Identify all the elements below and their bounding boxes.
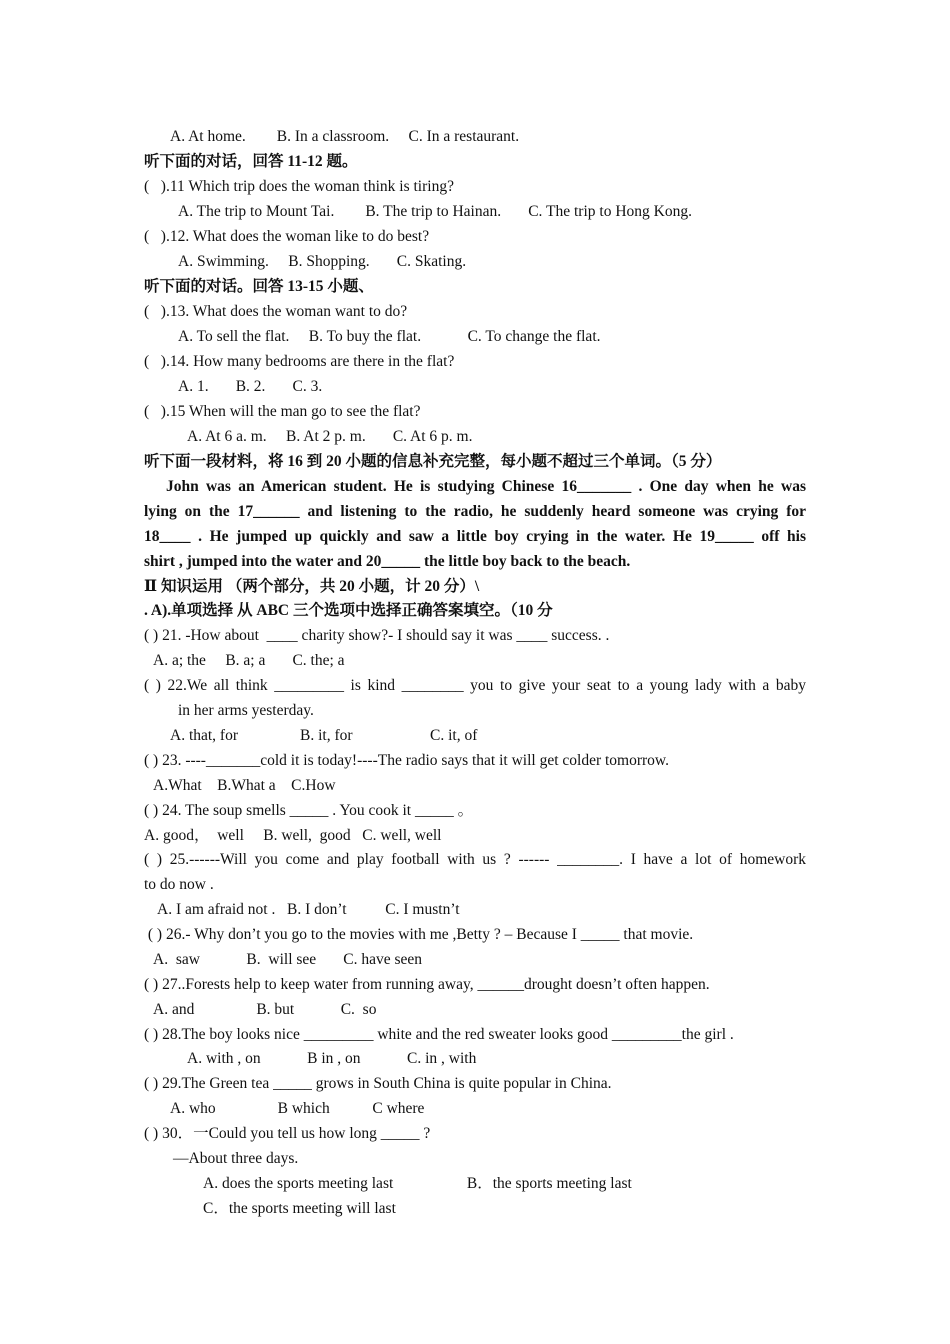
q15-options: A. At 6 a. m. B. At 2 p. m. C. At 6 p. m. <box>187 428 473 445</box>
q21-options: A. a; the B. a; a C. the; a <box>153 652 345 669</box>
question-30-answer: —About three days. <box>173 1150 299 1167</box>
question-26: ( ) 26.- Why don’t you go to the movies with me ,Betty ? – Because I _____ that movie. <box>144 926 694 943</box>
part-a-heading: . A).单项选择 从 ABC 三个选项中选择正确答案填空。（10 分 <box>144 602 553 619</box>
question-30: ( ) 30．一Could you tell us how long _____ ? <box>144 1125 431 1142</box>
question-22-cont: in her arms yesterday. <box>178 702 314 719</box>
question-29: ( ) 29.The Green tea _____ grows in South China is quite popular in China. <box>144 1075 612 1092</box>
passage-line-2: lying on the 17______ and listening to the radio, he suddenly heard someone was crying for <box>144 503 806 520</box>
question-25: ( ) 25.------Will you come and play football with us ? ------ ________. I have a lot of homework <box>144 851 806 868</box>
question-21: ( ) 21. -How about ____ charity show?- I should say it was ____ success. . <box>144 627 610 644</box>
question-25-cont: to do now . <box>144 876 214 893</box>
section-heading-16-20: 听下面一段材料，将 16 到 20 小题的信息补充完整，每小题不超过三个单词。（5 分） <box>144 453 722 470</box>
question-13: ( ).13. What does the woman want to do? <box>144 303 408 320</box>
q23-options: A.What B.What a C.How <box>153 777 336 794</box>
question-15: ( ).15 When will the man go to see the flat? <box>144 403 421 420</box>
section-heading-11-12: 听下面的对话，回答 11-12 题。 <box>144 153 358 170</box>
q25-options: A. I am afraid not . B. I don’t C. I mustn’t <box>157 901 460 918</box>
passage-line-1: John was an American student. He is studying Chinese 16_______ . One day when he was <box>166 478 806 495</box>
q29-options: A. who B which C where <box>170 1100 425 1117</box>
question-12: ( ).12. What does the woman like to do best? <box>144 228 430 245</box>
q30-option-c: C．the sports meeting will last <box>203 1200 396 1217</box>
question-11: ( ).11 Which trip does the woman think is tiring? <box>144 178 454 195</box>
question-22: ( ) 22.We all think _________ is kind ________ you to give your seat to a young lady with a baby <box>144 677 806 694</box>
question-28: ( ) 28.The boy looks nice _________ white and the red sweater looks good _________the girl . <box>144 1026 734 1043</box>
q30-options-ab: A. does the sports meeting last B．the sports meeting last <box>203 1175 632 1192</box>
q12-options: A. Swimming. B. Shopping. C. Skating. <box>178 253 467 270</box>
q24-options: A. good， well B. well, good C. well, well <box>144 827 442 844</box>
question-27: ( ) 27..Forests help to keep water from running away, ______drought doesn’t often happen. <box>144 976 710 993</box>
passage-line-4: shirt , jumped into the water and 20_____ the little boy back to the beach. <box>144 553 631 570</box>
question-14: ( ).14. How many bedrooms are there in the flat? <box>144 353 455 370</box>
question-23: ( ) 23. ----_______cold it is today!----The radio says that it will get colder tomorrow. <box>144 752 669 769</box>
passage-line-3: 18____ . He jumped up quickly and saw a little boy crying in the water. He 19_____ off his <box>144 528 806 545</box>
question-24: ( ) 24. The soup smells _____ . You cook it _____ 。 <box>144 802 474 819</box>
q28-options: A. with , on B in , on C. in , with <box>187 1050 477 1067</box>
q13-options: A. To sell the flat. B. To buy the flat. C. To change the flat. <box>178 328 601 345</box>
part-two-heading: Ⅱ 知识运用 （两个部分，共 20 小题，计 20 分）\ <box>144 578 480 595</box>
q11-options: A. The trip to Mount Tai. B. The trip to Hainan. C. The trip to Hong Kong. <box>178 203 692 220</box>
q22-options: A. that, for B. it, for C. it, of <box>170 727 478 744</box>
q10-options: A. At home. B. In a classroom. C. In a restaurant. <box>170 128 520 145</box>
q14-options: A. 1. B. 2. C. 3. <box>178 378 323 395</box>
section-heading-13-15: 听下面的对话。回答 13-15 小题、 <box>144 278 374 295</box>
q26-options: A. saw B. will see C. have seen <box>153 951 423 968</box>
q27-options: A. and B. but C. so <box>153 1001 377 1018</box>
